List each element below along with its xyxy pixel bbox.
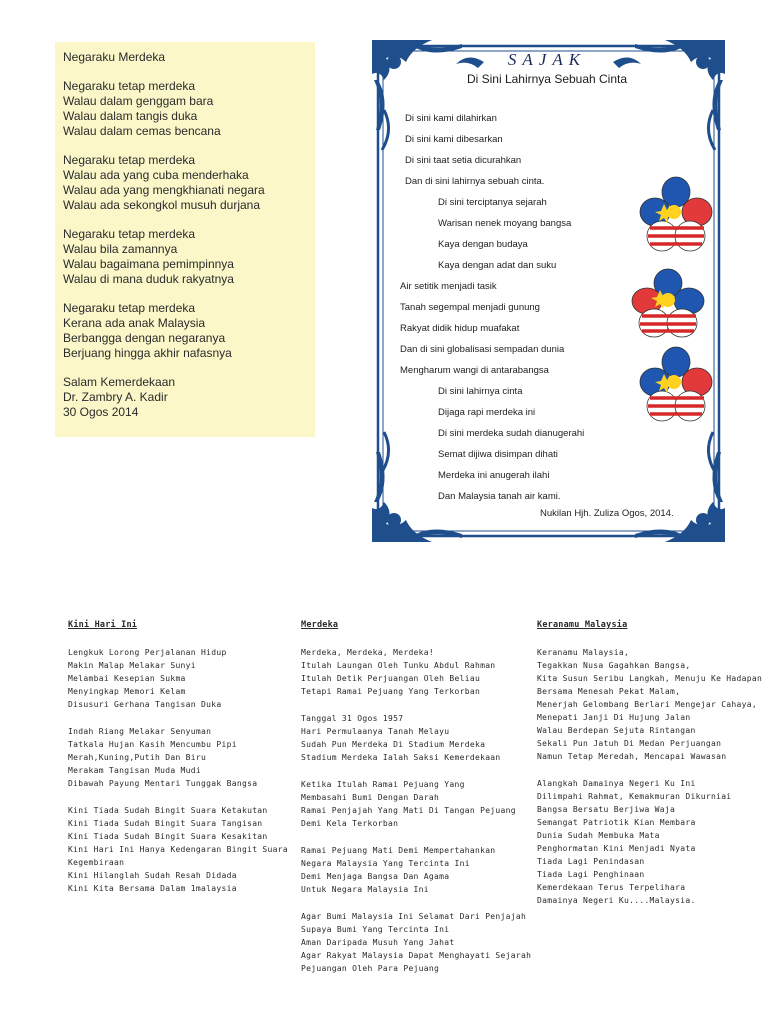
stanza [301,778,531,830]
sajak-line: Di sini terciptanya sejarah [438,197,547,208]
stanza [63,79,315,139]
poem-title: Negaraku Merdeka [63,50,166,64]
sajak-line: Di sini lahirnya cinta [438,386,523,397]
poem-line: Walau Berdepan Sejuta Rintangan [537,726,696,735]
poem-line: Demi Menjaga Bangsa Dan Agama [301,872,450,881]
poem-line: Damainya Negeri Ku....Malaysia. [537,896,696,905]
sajak-line: Merdeka ini anugerah ilahi [438,470,550,481]
sajak-line: Dan di sini globalisasi sempadan dunia [400,344,565,355]
poem-line: Indah Riang Melakar Senyuman [68,727,212,736]
poem-line: Tanggal 31 Ogos 1957 [301,714,404,723]
sajak-subtitle: Di Sini Lahirnya Sebuah Cinta [466,72,628,86]
poem-line: Bangsa Bersatu Berjiwa Waja [537,805,676,814]
poem-line: Tegakkan Nusa Gagahkan Bangsa, [537,661,691,670]
stanza [537,777,762,907]
poem-line: Supaya Bumi Yang Tercinta Ini [301,925,450,934]
poem-line: Agar Rakyat Malaysia Dapat Menghayati Sejarah [301,951,532,960]
poem-line: Kerana ada anak Malaysia [63,316,206,330]
signature-line: Dr. Zambry A. Kadir [63,390,168,404]
sajak-line: Dan di sini lahirnya sebuah cinta. [405,176,545,187]
sajak-credit: Nukilan Hjh. Zuliza Ogos, 2014. [540,508,674,519]
poem-line: Kini Hari Ini Hanya Kedengaran Bingit Suara [68,845,289,854]
column-title: Kini Hari Ini [68,620,138,630]
sajak-line: Di sini taat setia dicurahkan [405,155,522,166]
poem-line: Walau ada sekongkol musuh durjana [63,198,261,212]
stanza [301,712,531,764]
poem-line: Menyingkap Memori Kelam [68,687,186,696]
poem-line: Menepati Janji Di Hujung Jalan [537,713,691,722]
sajak-line: Dan Malaysia tanah air kami. [438,491,561,502]
poem-line: Dunia Sudah Membuka Mata [537,831,660,840]
poem-line: Tetapi Ramai Pejuang Yang Terkorban [301,687,481,696]
poem-column-keranamu-malaysia [537,620,762,921]
poem-line: Keranamu Malaysia, [537,648,630,657]
poem-line: Itulah Laungan Oleh Tunku Abdul Rahman [301,661,496,670]
poem-line: Ketika Itulah Ramai Pejuang Yang [301,780,465,789]
poem-line: Berjuang hingga akhir nafasnya [63,346,232,360]
sajak-line: Di sini kami dilahirkan [405,113,497,124]
sajak-line: Dijaga rapi merdeka ini [438,407,536,418]
poem-line: Merah,Kuning,Putih Dan Biru [68,753,207,762]
signature-line: 30 Ogos 2014 [63,405,139,419]
poem-line: Dilimpahi Rahmat, Kemakmuran Dikurniai [537,792,732,801]
poem-line: Kini Tiada Sudah Bingit Suara Ketakutan [68,806,268,815]
stanza [63,227,315,287]
sajak-line: Air setitik menjadi tasik [400,281,497,292]
poem-line: Berbangga dengan negaranya [63,331,226,345]
poem-line: Walau di mana duduk rakyatnya [63,272,234,286]
poem-line: Walau ada yang cuba menderhaka [63,168,249,182]
poem-column-kini-hari-ini [68,620,288,909]
poem-line: Walau dalam genggam bara [63,94,214,108]
stanza [68,646,288,711]
poem-line: Tatkala Hujan Kasih Mencumbu Pipi [68,740,237,749]
hibiscus-flag-icon [638,346,714,426]
stanza [301,844,531,896]
poem-line: Kini Kita Bersama Dalam 1malaysia [68,884,237,893]
poem-line: Lengkuk Lorong Perjalanan Hidup [68,648,227,657]
column-title: Keranamu Malaysia [537,620,628,630]
poem-line: Walau bagaimana pemimpinnya [63,257,234,271]
sajak-line: Tanah segempal menjadi gunung [400,302,540,313]
poem-line: Semangat Patriotik Kian Membara [537,818,696,827]
poem-line: Tiada Lagi Penindasan [537,857,645,866]
poem-line: Walau ada yang mengkhianati negara [63,183,265,197]
poem-line: Kini Tiada Sudah Bingit Suara Kesakitan [68,832,268,841]
poem-line: Dibawah Payung Mentari Tunggak Bangsa [68,779,258,788]
poem-line: Kita Susun Seribu Langkah, Menuju Ke Hadapan [537,674,763,683]
poem-line: Membasahi Bumi Dengan Darah [301,793,440,802]
poem-line: Untuk Negara Malaysia Ini [301,885,429,894]
poem-line: Walau dalam tangis duka [63,109,198,123]
poem-line: Merdeka, Merdeka, Merdeka! [301,648,435,657]
signature-block [63,375,315,420]
stanza [301,910,531,975]
sajak-line: Di sini kami dibesarkan [405,134,503,145]
sajak-line: Rakyat didik hidup muafakat [400,323,520,334]
poem-line: Bersama Menesah Pekat Malam, [537,687,681,696]
stanza [63,301,315,361]
sajak-title: SAJAK [507,50,587,69]
poem-line: Penghormatan Kini Menjadi Nyata [537,844,696,853]
poem-line: Kini Hilanglah Sudah Resah Didada [68,871,237,880]
poem-line: Hari Permulaanya Tanah Melayu [301,727,450,736]
poem-line: Stadium Merdeka Ialah Saksi Kemerdekaan [301,753,501,762]
stanza [63,153,315,213]
poem-line: Sekali Pun Jatuh Di Medan Perjuangan [537,739,722,748]
poem-line: Alangkah Damainya Negeri Ku Ini [537,779,696,788]
stanza [537,646,762,763]
sajak-card [372,40,725,542]
signature-line: Salam Kemerdekaan [63,375,176,389]
sajak-line: Kaya dengan budaya [438,239,528,250]
stanza [68,725,288,790]
poem-line: Itulah Detik Perjuangan Oleh Beliau [301,674,481,683]
poem-line: Kemerdekaan Terus Terpelihara [537,883,686,892]
sajak-line: Kaya dengan adat dan suku [438,260,557,271]
poem-card-negaraku-merdeka [55,42,315,437]
poem-line: Negaraku tetap merdeka [63,79,196,93]
poem-line: Ramai Pejuang Mati Demi Mempertahankan [301,846,496,855]
poem-line: Sudah Pun Merdeka Di Stadium Merdeka [301,740,486,749]
poem-line: Melambai Kesepian Sukma [68,674,186,683]
sajak-line: Semat dijiwa disimpan dihati [438,449,558,460]
poem-line: Makin Malap Melakar Sunyi [68,661,196,670]
column-title: Merdeka [301,620,339,630]
poem-line: Negara Malaysia Yang Tercinta Ini [301,859,470,868]
poem-line: Ramai Penjajah Yang Mati Di Tangan Pejuang [301,806,516,815]
poem-line: Pejuangan Oleh Para Pejuang [301,964,440,973]
poem-column-merdeka [301,620,531,989]
poem-line: Negaraku tetap merdeka [63,153,196,167]
poem-line: Namun Tetap Meredah, Mencapai Wawasan [537,752,727,761]
poem-line: Merakam Tangisan Muda Mudi [68,766,202,775]
poem-line: Kegembiraan [68,858,125,867]
poem-line: Aman Daripada Musuh Yang Jahat [301,938,455,947]
poem-line: Tiada Lagi Penghinaan [537,870,645,879]
poem-line: Kini Tiada Sudah Bingit Suara Tangisan [68,819,263,828]
stanza [68,804,288,895]
poem-line: Walau bila zamannya [63,242,178,256]
poem-line: Negaraku tetap merdeka [63,227,196,241]
hibiscus-flag-icon [630,268,706,340]
poem-line: Menerjah Gelombang Berlari Mengejar Cahaya, [537,700,758,709]
sajak-line: Di sini merdeka sudah dianugerahi [438,428,585,439]
poem-line: Walau dalam cemas bencana [63,124,221,138]
poem-line: Demi Kela Terkorban [301,819,399,828]
stanza [301,646,531,698]
hibiscus-flag-icon [638,176,714,256]
sajak-line: Warisan nenek moyang bangsa [438,218,572,229]
poem-line: Agar Bumi Malaysia Ini Selamat Dari Penjajah [301,912,527,921]
poem-line: Negaraku tetap merdeka [63,301,196,315]
poem-line: Disusuri Gerhana Tangisan Duka [68,700,222,709]
sajak-line: Mengharum wangi di antarabangsa [400,365,549,376]
